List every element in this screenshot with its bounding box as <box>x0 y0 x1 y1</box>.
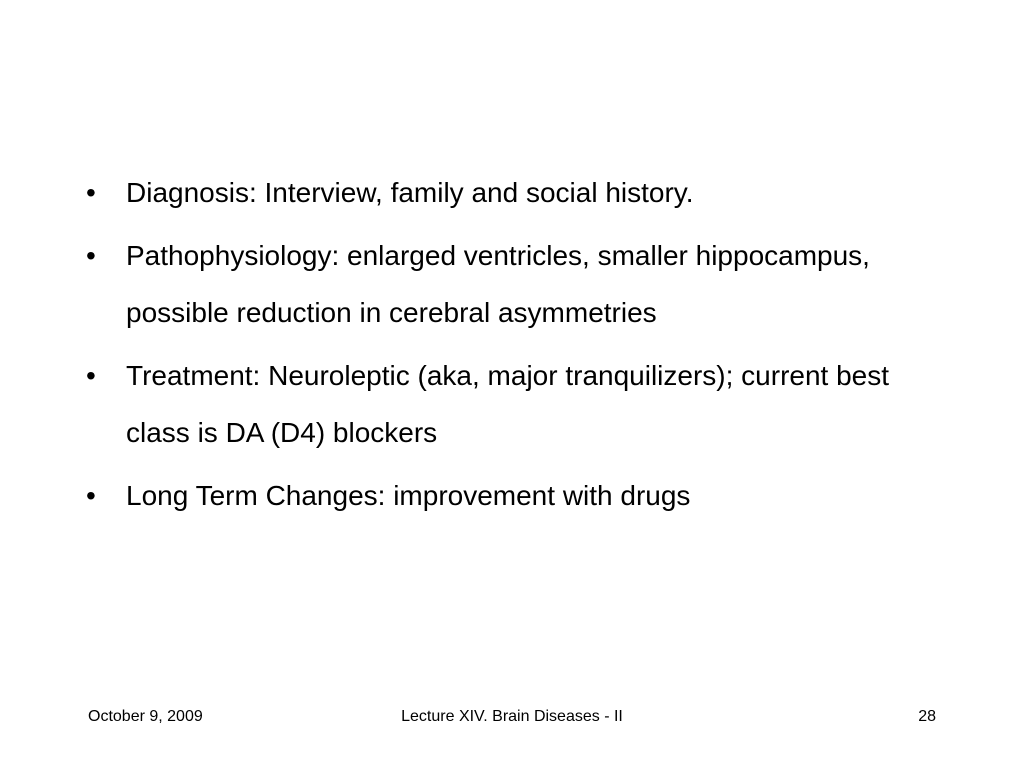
bullet-text: Pathophysiology: enlarged ventricles, smaller hippocampus, possible reduction in cerebral asymmetries <box>126 240 870 328</box>
bullet-item-treatment <box>86 347 946 461</box>
bullet-item-pathophysiology <box>86 227 946 341</box>
bullet-marker: • <box>86 480 96 511</box>
bullet-text: Diagnosis: Interview, family and social history. <box>126 177 694 208</box>
bullet-marker: • <box>86 360 96 391</box>
bullet-list <box>86 164 946 530</box>
footer-page-number: 28 <box>918 708 936 725</box>
bullet-item-long-term-changes <box>86 467 946 524</box>
bullet-marker: • <box>86 177 96 208</box>
bullet-item-diagnosis <box>86 164 946 221</box>
bullet-marker: • <box>86 240 96 271</box>
bullet-text: Long Term Changes: improvement with drugs <box>126 480 691 511</box>
footer-date: October 9, 2009 <box>88 708 203 725</box>
bullet-text: Treatment: Neuroleptic (aka, major tranquilizers); current best class is DA (D4) blockers <box>126 360 890 448</box>
footer-title: Lecture XIV. Brain Diseases - II <box>401 708 623 725</box>
